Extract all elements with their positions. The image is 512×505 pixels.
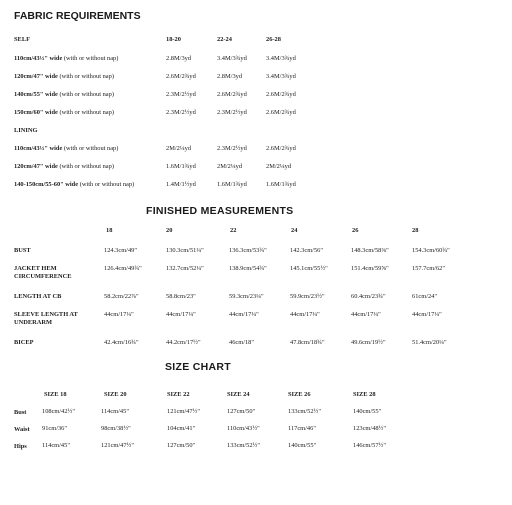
fabric-size-header: 26-28 xyxy=(266,36,281,43)
size-chart-row-label: Bust xyxy=(14,409,27,416)
fabric-width-label: 140-150cm/55-60" wide (with or without nap) xyxy=(14,181,135,188)
finished-value: 42.4cm/16¾" xyxy=(104,339,139,346)
finished-value: 157.7cm/62" xyxy=(412,265,445,272)
finished-size-header: 28 xyxy=(412,227,419,234)
size-chart-value: 127cm/50" xyxy=(167,442,196,449)
size-chart-value: 98cm/38½" xyxy=(101,425,131,432)
finished-value: 59.3cm/23¼" xyxy=(229,293,264,300)
finished-value: 138.9cm/54¾" xyxy=(229,265,267,272)
finished-value: 136.3cm/53¾" xyxy=(229,247,267,254)
fabric-value: 3.4M/3¾yd xyxy=(266,55,296,62)
fabric-value: 3.4M/3¾yd xyxy=(217,55,247,62)
size-chart-row-label: Waist xyxy=(14,426,30,433)
finished-value: 145.1cm/55½" xyxy=(290,265,328,272)
size-chart-header: SIZE 20 xyxy=(104,391,127,398)
size-chart-value: 127cm/50" xyxy=(227,408,256,415)
finished-value: 44.2cm/17½" xyxy=(166,339,201,346)
fabric-value: 1.6M/1¾yd xyxy=(217,181,247,188)
fabric-width-label: 120cm/47" wide (with or without nap) xyxy=(14,163,114,170)
fabric-value: 2.6M/2¾yd xyxy=(266,109,296,116)
fabric-value: 3.4M/3¾yd xyxy=(266,73,296,80)
size-chart-title: SIZE CHART xyxy=(165,361,231,373)
fabric-value: 2.6M/2¾yd xyxy=(166,73,196,80)
size-chart-row-label: Hips xyxy=(14,443,27,450)
finished-value: 142.3cm/56" xyxy=(290,247,323,254)
self-label: SELF xyxy=(14,36,30,43)
fabric-value: 2.8M/3yd xyxy=(217,73,243,80)
size-chart-header: SIZE 26 xyxy=(288,391,311,398)
fabric-width-label: 120cm/47" wide (with or without nap) xyxy=(14,73,114,80)
size-chart-header: SIZE 22 xyxy=(167,391,190,398)
fabric-width-label: 140cm/55" wide (with or without nap) xyxy=(14,91,114,98)
finished-measurements-title: FINISHED MEASUREMENTS xyxy=(146,205,294,217)
finished-size-header: 26 xyxy=(352,227,359,234)
finished-value: 49.6cm/19½" xyxy=(351,339,386,346)
size-chart-value: 133cm/52½" xyxy=(227,442,260,449)
lining-label: LINING xyxy=(14,127,38,134)
finished-row-label: JACKET HEM xyxy=(14,265,57,272)
fabric-value: 2.3M/2½yd xyxy=(166,91,196,98)
finished-value: 132.7cm/52¼" xyxy=(166,265,204,272)
finished-value: 58.8cm/23" xyxy=(166,293,196,300)
finished-value: 44cm/17¼" xyxy=(229,311,259,318)
size-chart-value: 104cm/41" xyxy=(167,425,196,432)
finished-value: 59.9cm/23½" xyxy=(290,293,325,300)
finished-value: 58.2cm/22⅞" xyxy=(104,293,139,300)
fabric-size-header: 22-24 xyxy=(217,36,232,43)
finished-size-header: 20 xyxy=(166,227,173,234)
finished-value: 46cm/18" xyxy=(229,339,254,346)
fabric-value: 2.6M/2¾yd xyxy=(266,145,296,152)
finished-row-label: LENGTH AT CB xyxy=(14,293,62,300)
finished-value: 130.3cm/51¼" xyxy=(166,247,204,254)
size-chart-value: 114cm/45" xyxy=(101,408,129,415)
finished-row-label: SLEEVE LENGTH AT xyxy=(14,311,78,318)
fabric-value: 1.4M/1½yd xyxy=(166,181,196,188)
fabric-width-label: 110cm/43½" wide (with or without nap) xyxy=(14,145,119,152)
fabric-value: 2.3M/2½yd xyxy=(217,109,247,116)
fabric-value: 1.6M/1¾yd xyxy=(266,181,296,188)
fabric-value: 2M/2¼yd xyxy=(266,163,292,170)
fabric-width-label: 110cm/43½" wide (with or without nap) xyxy=(14,55,119,62)
size-chart-header: SIZE 24 xyxy=(227,391,250,398)
size-chart-value: 140cm/55" xyxy=(288,442,317,449)
fabric-value: 2.3M/2½yd xyxy=(166,109,196,116)
size-chart-value: 121cm/47½" xyxy=(101,442,134,449)
fabric-size-header: 18-20 xyxy=(166,36,181,43)
size-chart-value: 133cm/52½" xyxy=(288,408,321,415)
size-chart-value: 114cm/45" xyxy=(42,442,70,449)
size-chart-value: 140cm/55" xyxy=(353,408,382,415)
finished-value: 44cm/17¼" xyxy=(104,311,134,318)
finished-row-label: BICEP xyxy=(14,339,34,346)
finished-value: 154.3cm/60¾" xyxy=(412,247,450,254)
size-chart-value: 91cm/36" xyxy=(42,425,67,432)
finished-row-label: UNDERARM xyxy=(14,319,52,326)
finished-value: 44cm/17¼" xyxy=(290,311,320,318)
finished-row-label: CIRCUMFERENCE xyxy=(14,273,72,280)
size-chart-header: SIZE 28 xyxy=(353,391,376,398)
fabric-value: 2.8M/3yd xyxy=(166,55,192,62)
size-chart-value: 108cm/42½" xyxy=(42,408,75,415)
size-chart-header: SIZE 18 xyxy=(44,391,67,398)
finished-row-label: BUST xyxy=(14,247,31,254)
fabric-width-label: 150cm/60" wide (with or without nap) xyxy=(14,109,114,116)
size-chart-value: 121cm/47½" xyxy=(167,408,200,415)
size-chart-value: 146cm/57½" xyxy=(353,442,386,449)
fabric-value: 2.3M/2½yd xyxy=(217,145,247,152)
finished-value: 151.4cm/59⅝" xyxy=(351,265,389,272)
finished-size-header: 18 xyxy=(106,227,113,234)
finished-size-header: 24 xyxy=(291,227,298,234)
finished-value: 44cm/17¼" xyxy=(166,311,196,318)
finished-size-header: 22 xyxy=(230,227,237,234)
fabric-value: 2.6M/2¾yd xyxy=(217,91,247,98)
size-chart-value: 123cm/48½" xyxy=(353,425,386,432)
finished-value: 47.8cm/18¾" xyxy=(290,339,325,346)
finished-value: 61cm/24" xyxy=(412,293,437,300)
finished-value: 51.4cm/20¼" xyxy=(412,339,447,346)
fabric-value: 2M/2¼yd xyxy=(217,163,243,170)
finished-value: 44cm/17¼" xyxy=(412,311,442,318)
finished-value: 126.4cm/49¾" xyxy=(104,265,142,272)
finished-value: 148.3cm/58⅜" xyxy=(351,247,389,254)
fabric-value: 2M/2¼yd xyxy=(166,145,192,152)
fabric-value: 1.6M/1¾yd xyxy=(166,163,196,170)
fabric-requirements-title: FABRIC REQUIREMENTS xyxy=(14,10,141,22)
size-chart-value: 117cm/46" xyxy=(288,425,316,432)
finished-value: 60.4cm/23¾" xyxy=(351,293,386,300)
size-chart-value: 110cm/43½" xyxy=(227,425,260,432)
finished-value: 44cm/17¼" xyxy=(351,311,381,318)
finished-value: 124.3cm/49" xyxy=(104,247,137,254)
fabric-value: 2.6M/2¾yd xyxy=(266,91,296,98)
